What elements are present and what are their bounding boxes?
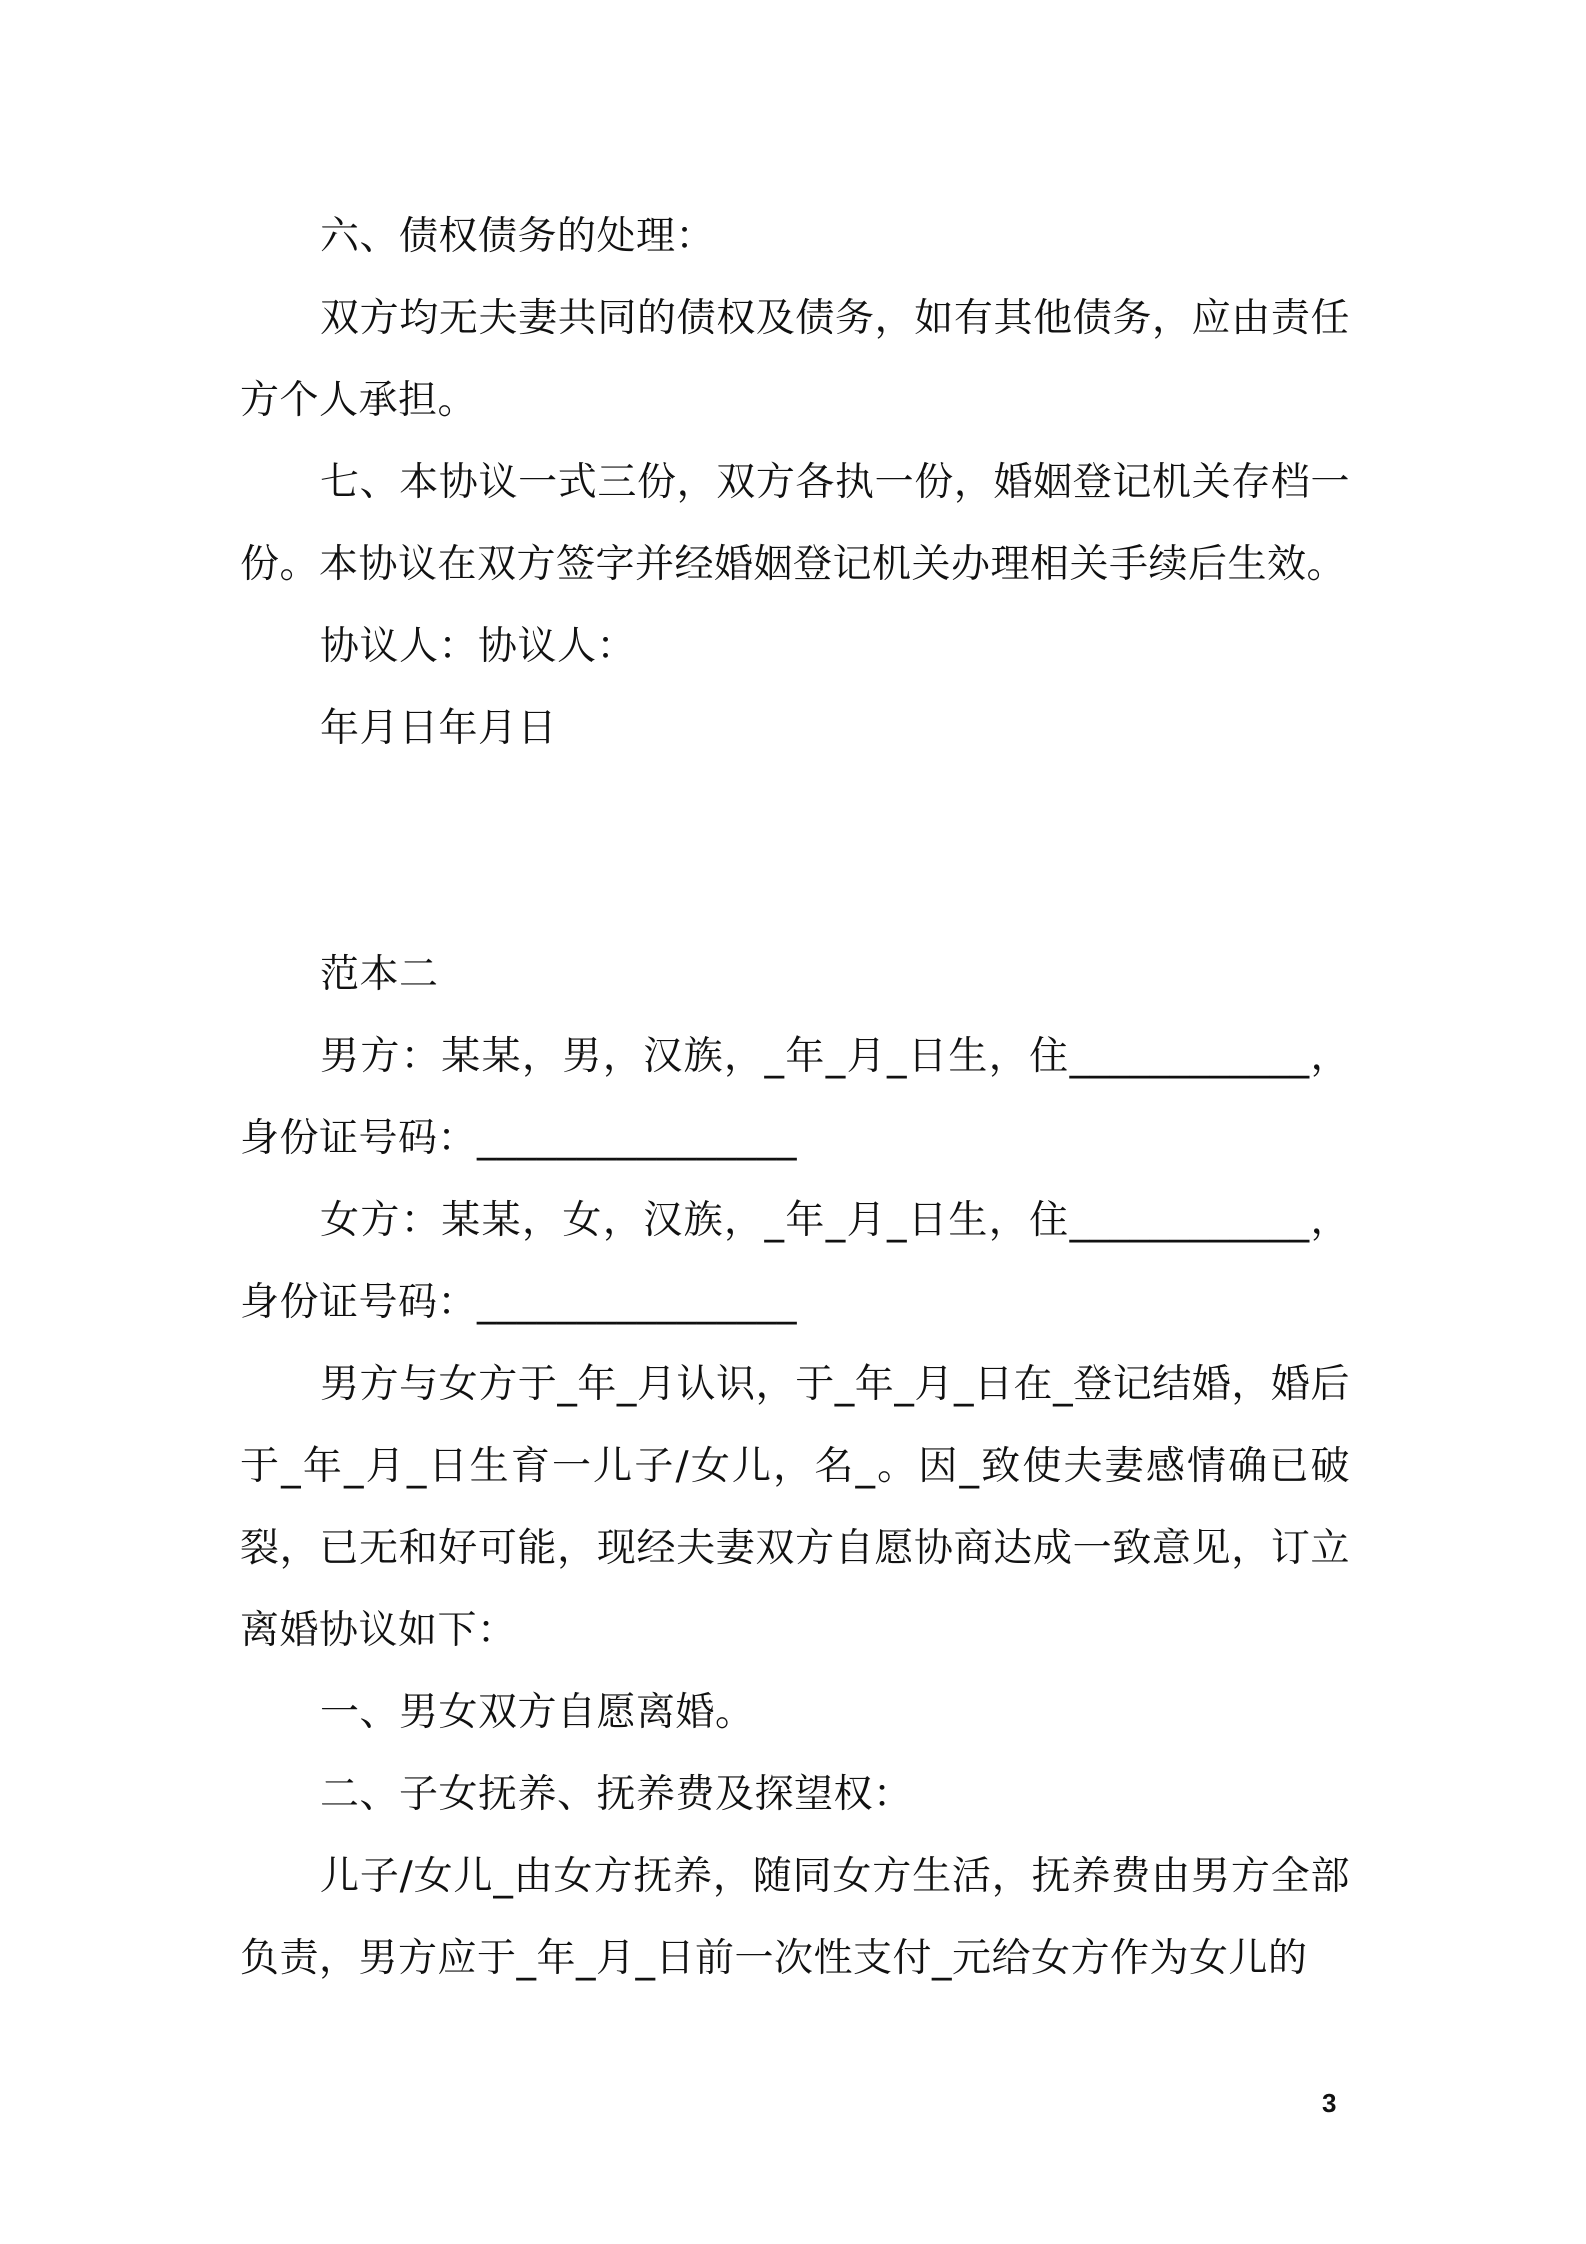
section-gap [240, 770, 1350, 934]
document-body [240, 196, 1350, 2000]
paragraph-female-party: 女方：某某，女，汉族，_年_月_日生，住____________，身份证号码：________________ [240, 1198, 1350, 1325]
heading-debts: 六、债权债务的处理： [320, 214, 716, 259]
signatories-line: 协议人：协议人： [320, 624, 637, 669]
paragraph-background: 男方与女方于_年_月认识，于_年_月_日在_登记结婚，婚后于_年_月_日生育一儿子/女儿，名_。因_致使夫妻感情确已破裂，已无和好可能，现经夫妻双方自愿协商达成一致意见，订立离婚协议如下： [240, 1362, 1350, 1653]
clause-two-heading: 二、子女抚养、抚养费及探望权： [320, 1772, 913, 1817]
paragraph-male-party: 男方：某某，男，汉族，_年_月_日生，住____________，身份证号码：________________ [240, 1034, 1350, 1161]
paragraph-copies: 七、本协议一式三份，双方各执一份，婚姻登记机关存档一份。本协议在双方签字并经婚姻登记机关办理相关手续后生效。 [240, 460, 1350, 587]
paragraph-debts: 双方均无夫妻共同的债权及债务，如有其他债务，应由责任方个人承担。 [240, 296, 1350, 423]
page-number: 3 [1322, 2088, 1337, 2118]
template-title: 范本二 [320, 952, 439, 997]
date-line: 年月日年月日 [320, 706, 558, 751]
clause-one: 一、男女双方自愿离婚。 [320, 1690, 755, 1735]
paragraph-child-support: 儿子/女儿_由女方抚养，随同女方生活，抚养费由男方全部负责，男方应于_年_月_日前一次性支付_元给女方作为女儿的 [240, 1854, 1350, 1981]
